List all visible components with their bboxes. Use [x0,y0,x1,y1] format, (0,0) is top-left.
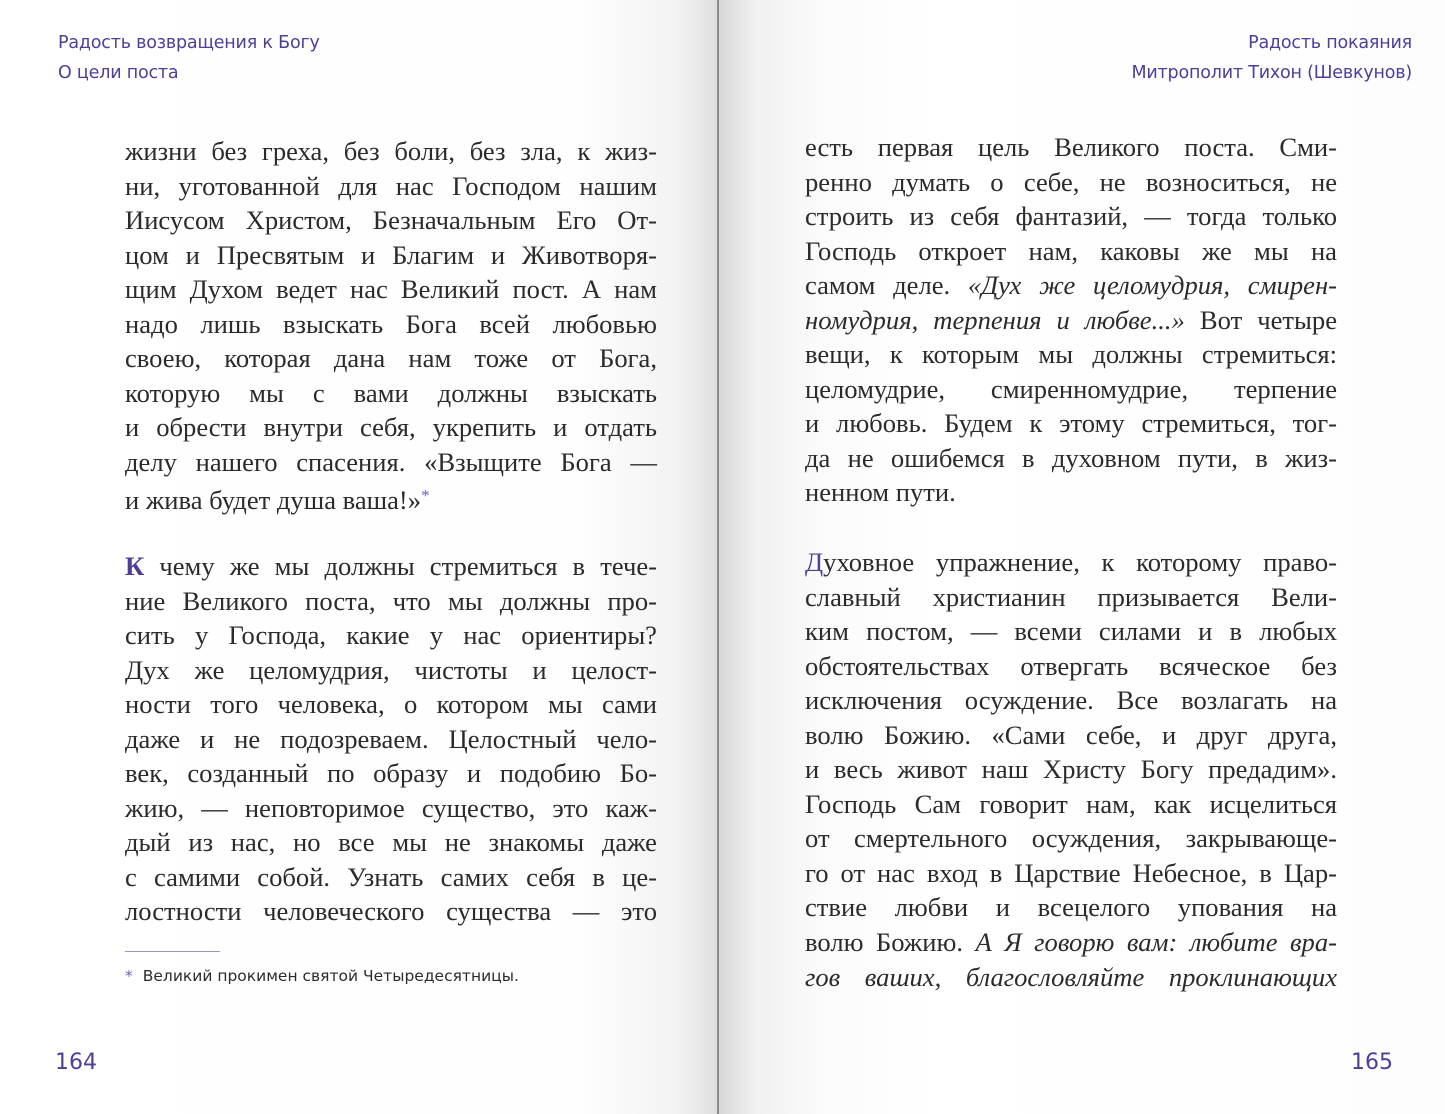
text-line: сить у Господа, какие у нас ориентиры? [125,620,657,651]
right-running-header [1131,28,1412,88]
text-line: обстоятельствах отвергать всяческое без [805,650,1337,681]
page-number-right: 165 [1351,1050,1393,1075]
quotation-italic: «Дух же целомудрия, смирен- [967,270,1338,301]
initial-letter: Д [805,547,824,578]
text-line: славный христианин призывается Вели- [805,581,1337,612]
text-line: которую мы с вами должны взыскать [125,377,657,408]
text-line: волю Божию. А Я говорю вам: любите вра- [805,927,1337,958]
scripture-italic: А Я говорю вам: любите вра- [975,927,1337,958]
page-number-left: 164 [55,1050,97,1075]
text-line: делу нашего спасения. «Взыщите Бога — [125,446,657,477]
text-line: да не ошибемся в духовном пути, в жиз- [805,442,1337,473]
author-name: Митрополит Тихон (Шевкунов) [1131,63,1412,83]
text-line: ни, уготованной для нас Господом нашим [125,170,657,201]
text-line: Духовное упражнение, к которому право- [805,547,1337,578]
text-line: и жива будет душа ваша!»* [125,485,430,516]
initial-letter: К [125,551,145,582]
text-line: и любовь. Будем к этому стремиться, тог- [805,408,1337,439]
text-line: надо лишь взыскать Бога всей любовью [125,308,657,339]
text-line: К чему же мы должны стремиться в тече- [125,551,657,582]
text-line: век, созданный по образу и подобию Бо- [125,758,657,789]
text-line: ренно думать о себе, не возноситься, не [805,166,1337,197]
book-gutter [717,0,719,1114]
text-line: Господь откроет нам, каковы же мы на [805,235,1337,266]
paragraph-gap [125,514,657,549]
scripture-italic: гов ваших, благословляйте проклинающих [805,961,1337,992]
text-line: вещи, к которым мы должны стремиться: [805,339,1337,370]
text-line: жизни без греха, без боли, без зла, к жиз- [125,136,657,166]
text-line: ние Великого поста, что мы должны про- [125,585,657,616]
text-line: ности того человека, о котором мы сами [125,689,657,720]
text-line: самом деле. «Дух же целомудрия, смирен- [805,270,1338,301]
text-line: щим Духом ведет нас Великий пост. А нам [125,274,657,305]
right-body-text [805,130,1337,994]
footnote [125,967,519,985]
text-line: Господь Сам говорит нам, как исцелиться [805,788,1337,819]
text-line: целомудрие, смиренномудрие, терпение [805,373,1337,404]
footnote-marker: * [125,967,133,985]
text-line: волю Божию. «Сами себе, и друг друга, [805,719,1337,750]
paragraph-gap [805,510,1337,545]
section-title: Радость покаяния [1248,33,1412,53]
footnote-reference[interactable]: * [421,486,430,506]
book-title: Радость возвращения к Богу [58,33,320,53]
left-body-text [125,134,657,929]
left-running-header [58,28,320,88]
text-line: есть первая цель Великого поста. Сми- [805,132,1337,162]
text-line: даже и не подозреваем. Целостный чело- [125,723,657,754]
footnote-divider [125,951,220,952]
text-line: Иисусом Христом, Безначальным Его От- [125,205,657,236]
text-line: строить из себя фантазий, — тогда только [805,201,1337,232]
text-line: го от нас вход в Царствие Небесное, в Цар- [805,857,1337,888]
text-line: исключения осуждение. Все возлагать на [805,685,1337,716]
text-line: от смертельного осуждения, закрывающе- [805,823,1337,854]
text-line: Дух же целомудрия, чистоты и целост- [125,654,657,685]
footnote-text: Великий прокимен святой Четыредесятницы. [142,967,519,985]
text-line: с самими собой. Узнать самих себя в це- [125,861,657,892]
text-line: и обрести внутри себя, укрепить и отдать [125,412,657,443]
text-line [805,960,1337,995]
text-line: и весь живот наш Христу Богу предадим». [805,754,1337,785]
text-line: ким постом, — всеми силами и в любых [805,616,1337,647]
text-line: ствие любви и всецелого упования на [805,892,1337,923]
text-line: жию, — неповторимое существо, это каж- [125,792,657,823]
text-line: лостности человеческого существа — это [125,896,657,927]
text-line: цом и Пресвятым и Благим и Животворя- [125,239,657,270]
text-line: своею, которая дана нам тоже от Бога, [125,343,657,374]
chapter-title: О цели поста [58,63,179,83]
quotation-italic: номудрия, терпения и любве...» [805,304,1185,335]
text-line: дый из нас, но все мы не знакомы даже [125,827,657,858]
text-line: номудрия, терпения и любве...» Вот четыре [805,304,1337,335]
text-line: ненном пути. [805,477,956,508]
left-page [0,0,719,1114]
